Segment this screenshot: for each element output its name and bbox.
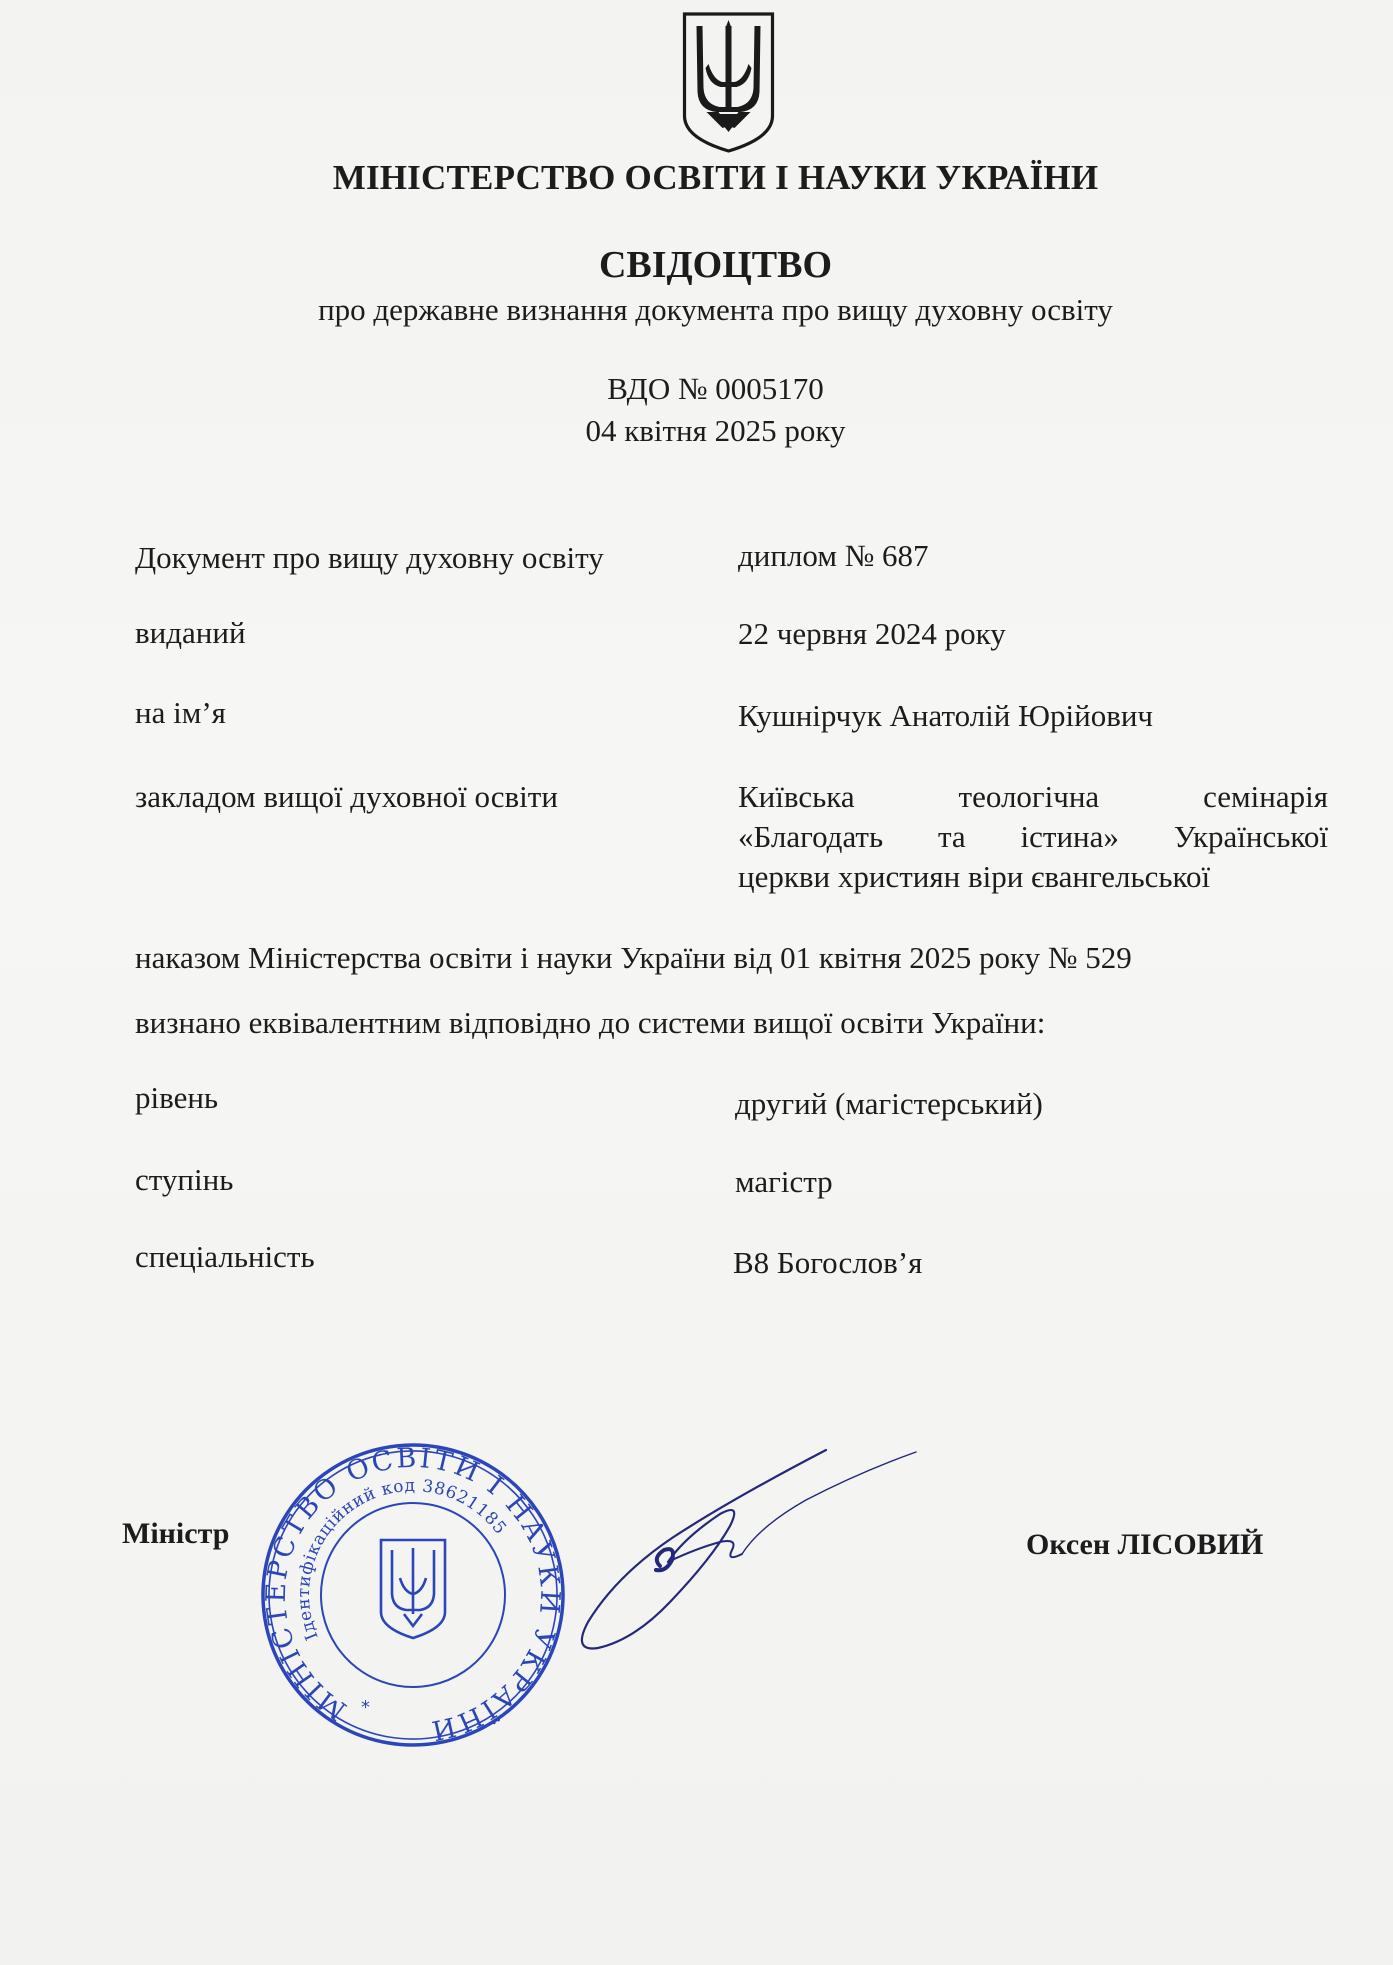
document-label: Документ про вищу духовну освіту: [135, 540, 604, 575]
signatory-position: Міністр: [122, 1517, 230, 1550]
degree-label: ступінь: [135, 1162, 234, 1197]
issued-label: виданий: [135, 615, 246, 650]
stamp-inner-text: Ідентифікаційний код 38621185: [293, 1475, 511, 1643]
issued-value: 22 червня 2024 року: [738, 616, 1006, 651]
document-subtitle: про державне визнання документа про вищу духовну освіту: [318, 292, 1113, 327]
degree-value: магістр: [735, 1164, 833, 1199]
official-stamp-icon: [258, 1440, 568, 1750]
document-title: СВІДОЦТВО: [598, 244, 833, 286]
institution-line-2: «Благодать та істина» Української: [738, 819, 1328, 854]
level-value: другий (магістерський): [735, 1086, 1043, 1121]
institution-line-3: церкви християн віри євангельської: [738, 859, 1211, 894]
institution-line-1: Київська теологічна семінарія: [738, 779, 1328, 814]
specialty-label: спеціальність: [135, 1239, 315, 1274]
stamp-outer-text: МІНІСТЕРСТВО ОСВІТИ І НАУКИ УКРАЇНИ: [260, 1442, 566, 1747]
handwritten-signature-icon: [560, 1430, 920, 1670]
specialty-value: В8 Богослов’я: [733, 1245, 923, 1280]
trident-emblem-icon: [678, 10, 779, 155]
institution-label: закладом вищої духовної освіти: [135, 779, 558, 814]
recognition-line: визнано еквівалентним відповідно до системи вищої освіти України:: [135, 1005, 1046, 1040]
svg-text:*: *: [361, 1697, 370, 1718]
signatory-name: Оксен ЛІСОВИЙ: [1026, 1528, 1264, 1561]
certificate-number: ВДО № 0005170: [607, 371, 824, 406]
holder-name: Кушнірчук Анатолій Юрійович: [738, 698, 1154, 733]
ministry-heading: МІНІСТЕРСТВО ОСВІТИ І НАУКИ УКРАЇНИ: [332, 158, 1099, 197]
name-label: на ім’я: [135, 695, 226, 730]
institution-value: [738, 777, 1328, 897]
level-label: рівень: [135, 1080, 219, 1115]
certificate-date: 04 квітня 2025 року: [585, 413, 846, 448]
order-line: наказом Міністерства освіти і науки України від 01 квітня 2025 року № 529: [135, 940, 1132, 975]
document-value: диплом № 687: [738, 538, 929, 573]
